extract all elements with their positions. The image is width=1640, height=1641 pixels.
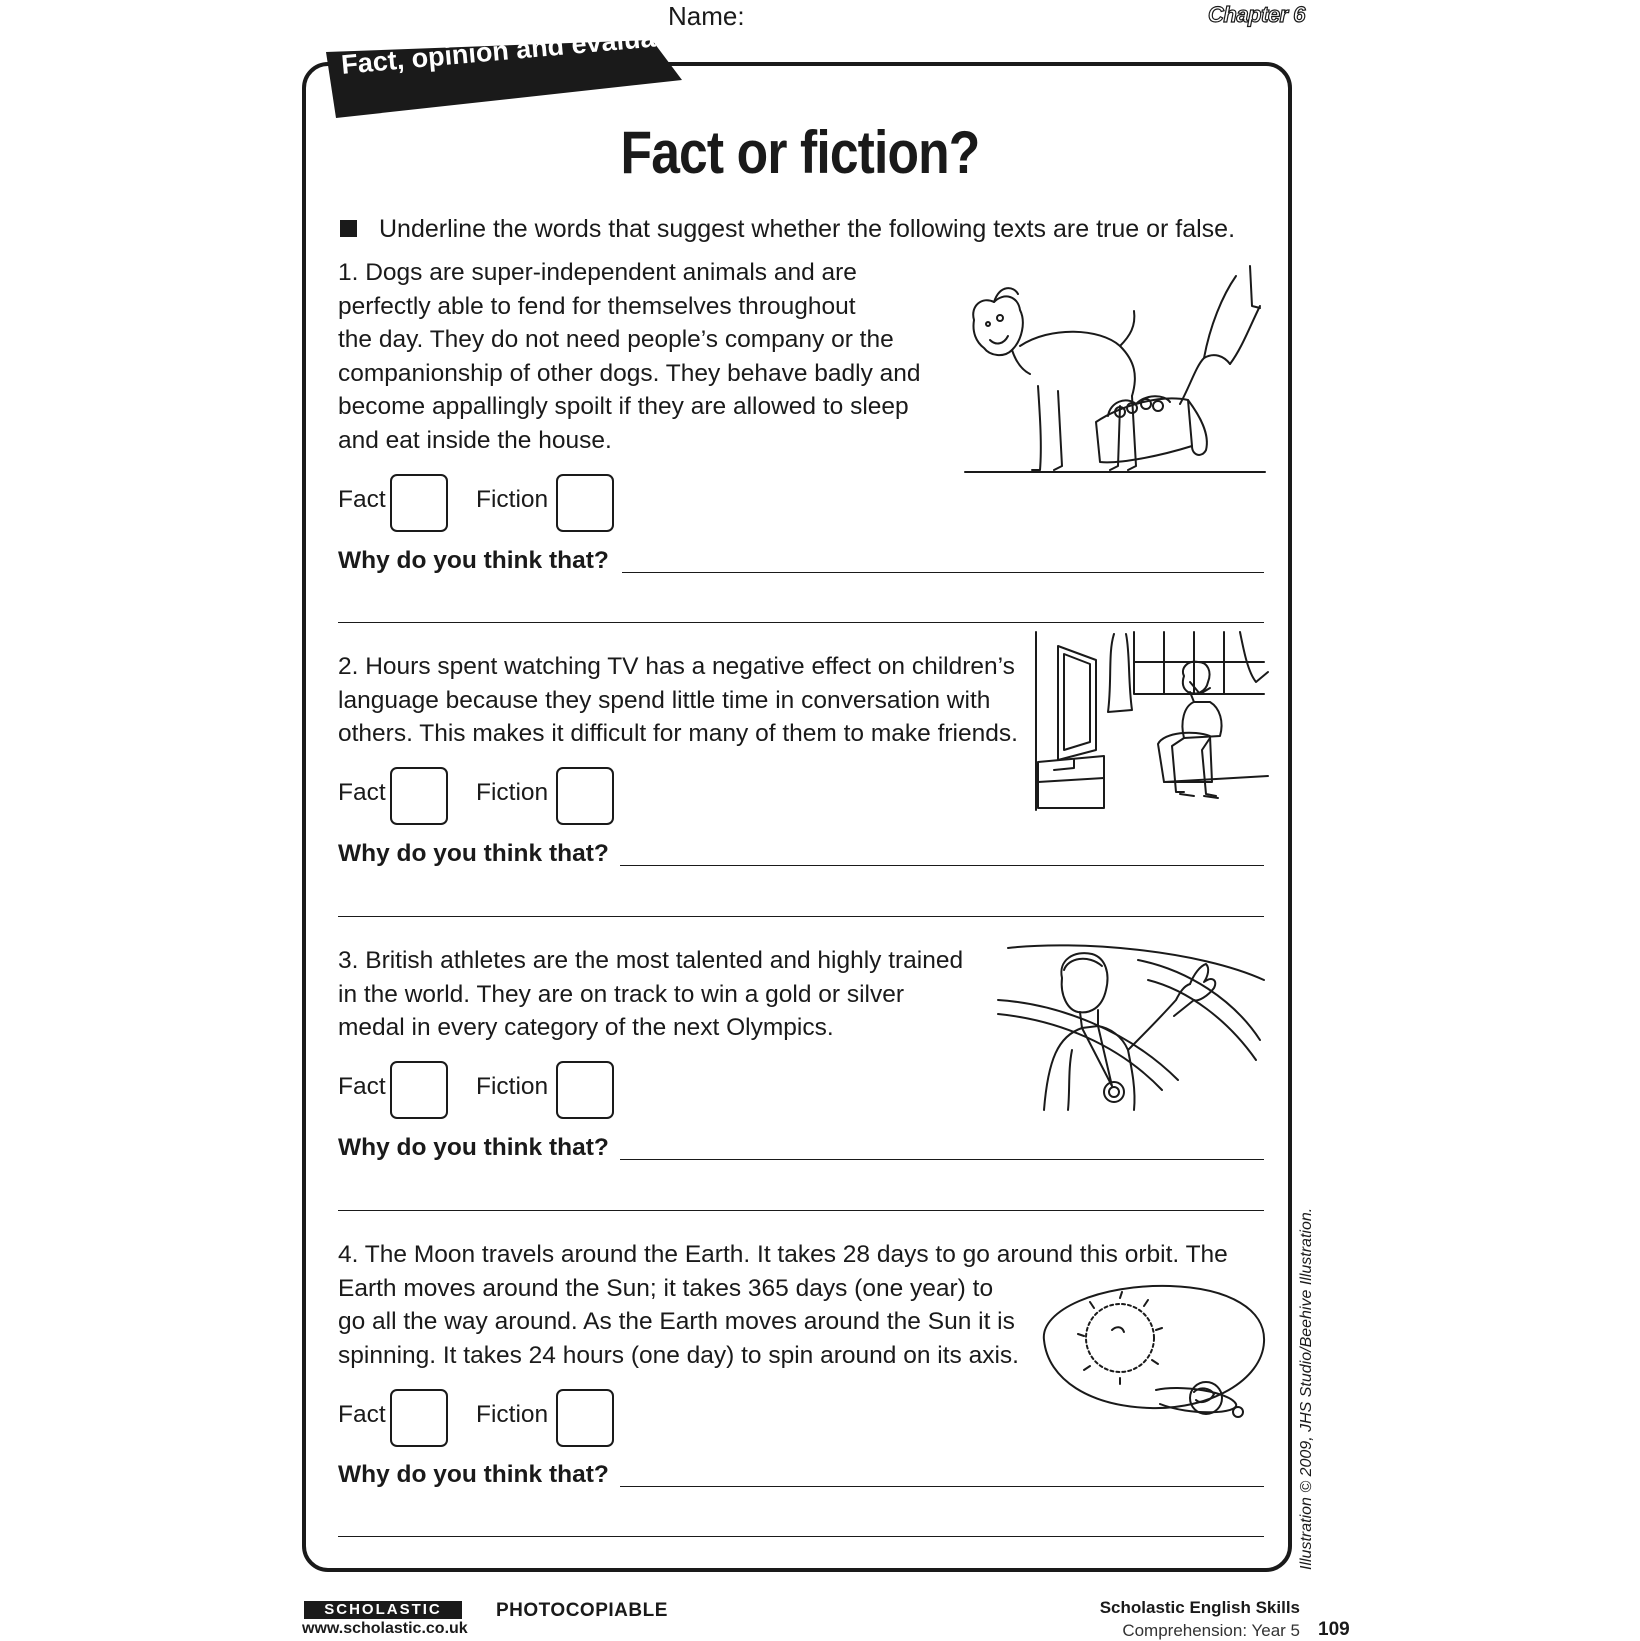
- athlete-with-medal-illustration: [998, 940, 1268, 1112]
- fiction-checkbox[interactable]: [556, 1389, 614, 1447]
- page-title: Fact or fiction?: [620, 119, 980, 186]
- square-bullet-icon: [340, 220, 357, 237]
- answer-line[interactable]: [338, 1536, 1264, 1537]
- text-line: 1. Dogs are super-independent animals and are: [338, 259, 857, 286]
- text-line: medal in every category of the next Olympics.: [338, 1014, 834, 1041]
- text-line: language because they spend little time in conversation with: [338, 686, 991, 714]
- question-2-text: [338, 650, 1018, 751]
- answer-line[interactable]: [622, 572, 1264, 573]
- question-3-text: [338, 944, 963, 1045]
- fiction-checkbox[interactable]: [556, 474, 614, 532]
- fact-label: Fact: [338, 486, 386, 513]
- instruction: [340, 212, 1235, 246]
- dog-eating-illustration: [960, 266, 1270, 480]
- fiction-checkbox[interactable]: [556, 1061, 614, 1119]
- answer-line[interactable]: [338, 622, 1264, 623]
- text-line: in the world. They are on track to win a gold or silver: [338, 980, 905, 1008]
- illustration-credit: Illustration © 2009, JHS Studio/Beehive Illustration.: [1298, 1207, 1315, 1570]
- text-line: companionship of other dogs. They behave badly and: [338, 359, 921, 387]
- why-prompt: Why do you think that?: [338, 840, 609, 867]
- why-prompt: Why do you think that?: [338, 1461, 609, 1488]
- earth-orbit-illustration: [1040, 1280, 1266, 1440]
- fiction-label: Fiction: [476, 1073, 549, 1100]
- chapter-label: Chapter 6: [1208, 2, 1305, 27]
- photocopiable-label: PHOTOCOPIABLE: [496, 1600, 668, 1621]
- text-line: go all the way around. As the Earth moves around the Sun it is: [338, 1308, 1015, 1335]
- fact-label: Fact: [338, 779, 386, 806]
- instruction-text: Underline the words that suggest whether the following texts are true or false.: [379, 215, 1236, 243]
- page-number: 109: [1318, 1619, 1350, 1640]
- why-prompt: Why do you think that?: [338, 547, 609, 574]
- answer-line[interactable]: [620, 1159, 1264, 1160]
- website-link[interactable]: www.scholastic.co.uk: [302, 1620, 468, 1637]
- text-line: 4. The Moon travels around the Earth. It takes 28 days to go around this orbit. The: [338, 1241, 1228, 1268]
- fiction-checkbox[interactable]: [556, 767, 614, 825]
- text-line: and eat inside the house.: [338, 426, 612, 454]
- fact-checkbox[interactable]: [390, 474, 448, 532]
- fiction-label: Fiction: [476, 779, 549, 806]
- text-line: 2. Hours spent watching TV has a negative effect on children’s: [338, 653, 1015, 680]
- book-subtitle: Comprehension: Year 5: [1122, 1621, 1300, 1640]
- answer-line[interactable]: [338, 916, 1264, 917]
- child-watching-tv-illustration: [1034, 632, 1268, 810]
- text-line: Earth moves around the Sun; it takes 365 days (one year) to: [338, 1274, 994, 1302]
- fact-checkbox[interactable]: [390, 767, 448, 825]
- text-line: others. This makes it difficult for many of them to make friends.: [338, 720, 1018, 747]
- text-line: spinning. It takes 24 hours (one day) to spin around on its axis.: [338, 1341, 1019, 1369]
- fact-label: Fact: [338, 1073, 386, 1100]
- name-label: Name:: [668, 1, 745, 31]
- question-1-text: [338, 256, 921, 457]
- fiction-label: Fiction: [476, 1401, 549, 1428]
- text-line: perfectly able to fend for themselves throughout: [338, 292, 856, 320]
- scholastic-logo: SCHOLASTIC: [304, 1601, 462, 1619]
- fiction-label: Fiction: [476, 486, 549, 513]
- book-title: Scholastic English Skills: [1099, 1598, 1300, 1617]
- text-line: the day. They do not need people’s company or the: [338, 326, 894, 353]
- text-line: 3. British athletes are the most talented and highly trained: [338, 947, 964, 974]
- answer-line[interactable]: [620, 1486, 1264, 1487]
- answer-line[interactable]: [338, 1210, 1264, 1211]
- fact-checkbox[interactable]: [390, 1061, 448, 1119]
- answer-line[interactable]: [620, 865, 1264, 866]
- fact-checkbox[interactable]: [390, 1389, 448, 1447]
- section-banner-text: Fact, opinion and evaluation: [340, 18, 706, 80]
- fact-label: Fact: [338, 1401, 386, 1428]
- text-line: become appallingly spoilt if they are allowed to sleep: [338, 393, 909, 420]
- why-prompt: Why do you think that?: [338, 1134, 609, 1161]
